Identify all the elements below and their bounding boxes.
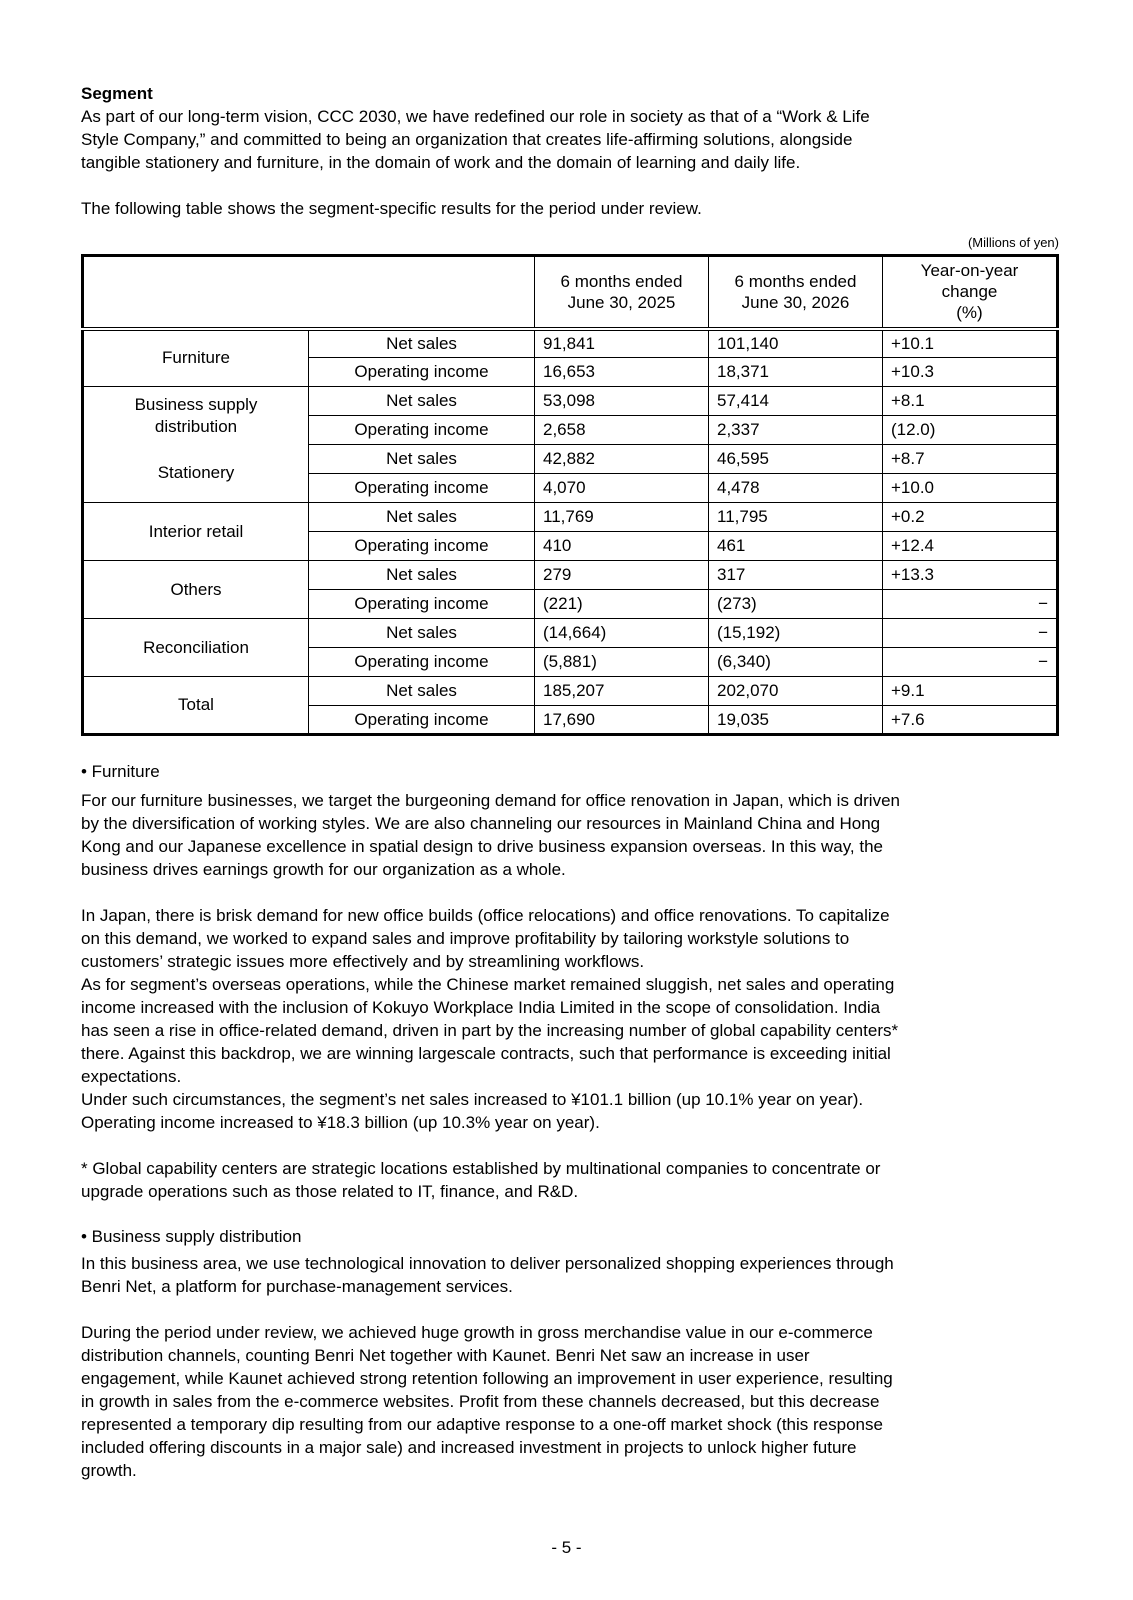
text-line: distribution channels, counting Benri Net together with Kaunet. Benri Net saw an increase in user [81, 1346, 810, 1365]
text-line: by the diversification of working styles. We are also channeling our resources in Mainland China and Hong [81, 814, 881, 833]
text-line: growth. [81, 1461, 137, 1480]
metric-cell: Net sales [309, 387, 535, 416]
metric-cell: Operating income [309, 706, 535, 735]
text-line: Under such circumstances, the segment’s net sales increased to ¥101.1 billion (up 10.1% year on year). [81, 1090, 864, 1109]
text-line: expectations. [81, 1067, 182, 1086]
table-row [83, 619, 1058, 648]
text-line: Style Company,” and committed to being an organization that creates life-affirming solutions, alongside [81, 130, 853, 149]
header-line: 6 months ended [560, 271, 683, 291]
value-2026: 11,795 [709, 503, 883, 532]
metric-cell: Net sales [309, 561, 535, 590]
value-2026: 57,414 [709, 387, 883, 416]
header-line: June 30, 2026 [741, 292, 850, 312]
value-2026: 2,337 [709, 416, 883, 445]
business-supply-paragraph-2 [81, 1321, 1056, 1482]
text-line: As part of our long-term vision, CCC 2030, we have redefined our role in society as that of a “Work & Life [81, 107, 870, 126]
yoy-value: +9.1 [883, 677, 1058, 706]
text-line: Kong and our Japanese excellence in spatial design to drive business expansion overseas. In this way, the [81, 837, 884, 856]
text-line: tangible stationery and furniture, in the domain of work and the domain of learning and daily life. [81, 153, 801, 172]
yoy-value: (12.0) [883, 416, 1058, 445]
intro-paragraph [81, 105, 1056, 174]
value-2025: 17,690 [535, 706, 709, 735]
segment-name-line: Reconciliation [143, 637, 249, 657]
segment-name-line: Others [170, 579, 222, 599]
segment-name [83, 619, 309, 677]
text-line: customers’ strategic issues more effectively and by streamlining workflows. [81, 952, 645, 971]
metric-cell: Net sales [309, 329, 535, 358]
segment-name [83, 387, 309, 445]
value-2025: 185,207 [535, 677, 709, 706]
value-2026: 18,371 [709, 358, 883, 387]
yoy-value: − [883, 648, 1058, 677]
text-line: Operating income increased to ¥18.3 billion (up 10.3% year on year). [81, 1113, 600, 1132]
table-row [83, 677, 1058, 706]
text-line: In this business area, we use technological innovation to deliver personalized shopping experiences through [81, 1254, 894, 1273]
value-2025: 410 [535, 532, 709, 561]
text-line: income increased with the inclusion of Kokuyo Workplace India Limited in the scope of consolidation. India [81, 998, 881, 1017]
header-line: Year-on-year [920, 261, 1019, 281]
metric-cell: Operating income [309, 590, 535, 619]
metric-cell: Net sales [309, 445, 535, 474]
metric-cell: Operating income [309, 416, 535, 445]
metric-cell: Operating income [309, 532, 535, 561]
text-line: represented a temporary dip resulting from our adaptive response to a one-off market shock (this response [81, 1415, 883, 1434]
metric-cell: Net sales [309, 677, 535, 706]
segment-name [83, 561, 309, 619]
segment-name-line: Business supply [134, 394, 258, 414]
metric-cell: Operating income [309, 648, 535, 677]
value-2025: 4,070 [535, 474, 709, 503]
yoy-value: +7.6 [883, 706, 1058, 735]
value-2025: 42,882 [535, 445, 709, 474]
unit-label: (Millions of yen) [967, 235, 1059, 250]
value-2026: (15,192) [709, 619, 883, 648]
value-2026: (6,340) [709, 648, 883, 677]
header-line: June 30, 2025 [567, 292, 676, 312]
text-line: Benri Net, a platform for purchase-management services. [81, 1277, 513, 1296]
yoy-value: − [883, 590, 1058, 619]
table-row [83, 445, 1058, 474]
header-line: 6 months ended [734, 271, 857, 291]
text-line: has seen a rise in office-related demand, driven in part by the increasing number of global capability centers* [81, 1021, 899, 1040]
value-2025: 53,098 [535, 387, 709, 416]
value-2025: 2,658 [535, 416, 709, 445]
header-6m-2026 [709, 256, 883, 329]
header-blank-cell [83, 256, 535, 329]
segment-name-line: Stationery [157, 463, 235, 483]
segment-name-line: Total [178, 695, 214, 714]
value-2025: 11,769 [535, 503, 709, 532]
text-line: on this demand, we worked to expand sales and improve profitability by tailoring workstyle solutions to [81, 929, 850, 948]
text-line: business drives earnings growth for our organization as a whole. [81, 860, 566, 879]
footnote [81, 1157, 1056, 1203]
value-2026: (273) [709, 590, 883, 619]
text-line: there. Against this backdrop, we are winning largescale contracts, such that performance is exceeding initial [81, 1044, 891, 1063]
text-line: As for segment’s overseas operations, while the Chinese market remained sluggish, net sales and operating [81, 975, 895, 994]
yoy-value: +12.4 [883, 532, 1058, 561]
section-heading: Segment [81, 84, 153, 103]
value-2025: (5,881) [535, 648, 709, 677]
page-number: - 5 - [551, 1538, 582, 1557]
value-2025: (14,664) [535, 619, 709, 648]
yoy-value: +10.0 [883, 474, 1058, 503]
yoy-value: +8.1 [883, 387, 1058, 416]
header-6m-2025 [535, 256, 709, 329]
value-2026: 202,070 [709, 677, 883, 706]
table-row [83, 387, 1058, 416]
value-2025: (221) [535, 590, 709, 619]
segment-name [83, 503, 309, 561]
yoy-value: − [883, 619, 1058, 648]
segment-name [83, 445, 309, 503]
furniture-paragraph-2 [81, 904, 1056, 1134]
text-line: In Japan, there is brisk demand for new office builds (office relocations) and office renovations. To capitalize [81, 906, 890, 925]
table-row [83, 329, 1058, 358]
segment-name [83, 329, 309, 387]
segment-name-line: Interior retail [148, 521, 244, 541]
text-line: included offering discounts in a major sale) and increased investment in projects to unlock higher future [81, 1438, 857, 1457]
value-2026: 317 [709, 561, 883, 590]
furniture-bullet-heading: • Furniture [81, 762, 160, 781]
header-line: change [941, 282, 998, 302]
value-2026: 4,478 [709, 474, 883, 503]
table-header-row [83, 256, 1058, 329]
metric-cell: Operating income [309, 474, 535, 503]
text-line: in growth in sales from the e-commerce websites. Profit from these channels decreased, but this decrease [81, 1392, 880, 1411]
yoy-value: +10.3 [883, 358, 1058, 387]
metric-cell: Net sales [309, 619, 535, 648]
furniture-paragraph-1 [81, 789, 1056, 881]
value-2026: 46,595 [709, 445, 883, 474]
segment-name-line: distribution [154, 416, 238, 436]
text-line: During the period under review, we achieved huge growth in gross merchandise value in our e-commerce [81, 1323, 873, 1342]
business-supply-paragraph-1 [81, 1252, 1056, 1298]
yoy-value: +10.1 [883, 329, 1058, 358]
table-row [83, 503, 1058, 532]
yoy-value: +13.3 [883, 561, 1058, 590]
text-line: * Global capability centers are strategic locations established by multinational companies to concentrate or [81, 1159, 881, 1178]
value-2025: 16,653 [535, 358, 709, 387]
business-supply-bullet-heading: • Business supply distribution [81, 1227, 302, 1246]
metric-cell: Net sales [309, 503, 535, 532]
value-2026: 101,140 [709, 329, 883, 358]
metric-cell: Operating income [309, 358, 535, 387]
value-2025: 279 [535, 561, 709, 590]
value-2025: 91,841 [535, 329, 709, 358]
segment-name [83, 677, 309, 735]
table-row [83, 561, 1058, 590]
segment-name-line: Furniture [161, 348, 231, 368]
yoy-value: +8.7 [883, 445, 1058, 474]
segment-results-table [81, 254, 1059, 736]
table-intro: The following table shows the segment-specific results for the period under review. [81, 199, 702, 218]
value-2026: 19,035 [709, 706, 883, 735]
text-line: For our furniture businesses, we target the burgeoning demand for office renovation in Japan, which is driven [81, 791, 900, 810]
text-line: upgrade operations such as those related to IT, finance, and R&D. [81, 1182, 579, 1201]
value-2026: 461 [709, 532, 883, 561]
yoy-value: +0.2 [883, 503, 1058, 532]
document-page [81, 82, 1059, 1482]
text-line: engagement, while Kaunet achieved strong retention following an improvement in user experience, resulting [81, 1369, 893, 1388]
header-line: (%) [956, 303, 983, 323]
header-yoy-change [883, 256, 1058, 329]
